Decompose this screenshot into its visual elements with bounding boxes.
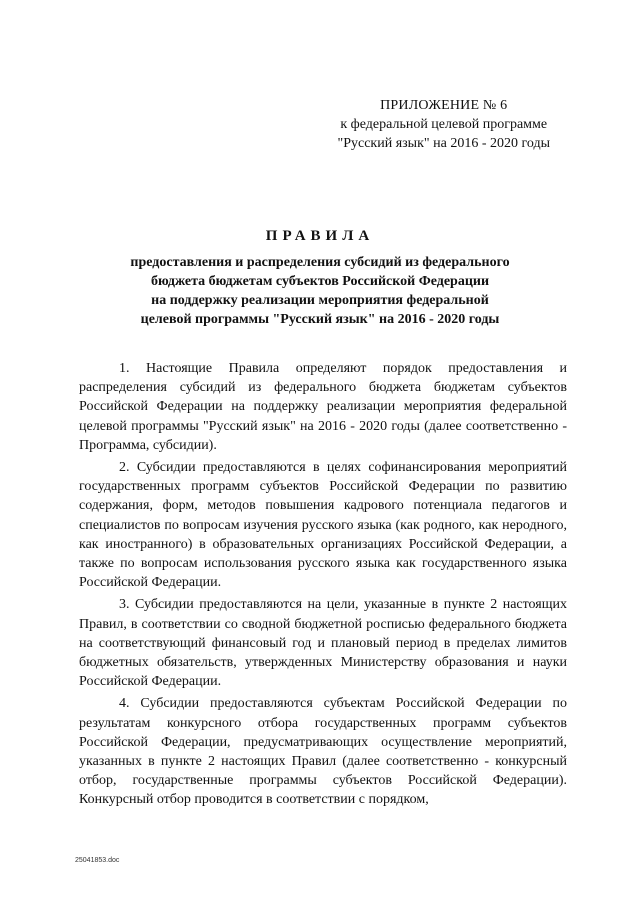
appendix-program: "Русский язык" на 2016 - 2020 годы (337, 136, 550, 151)
document-body (79, 359, 567, 813)
subtitle-line: предоставления и распределения субсидий из федерального (130, 255, 510, 270)
subtitle-line: на поддержку реализации мероприятия федеральной (151, 293, 489, 308)
appendix-reference: к федеральной целевой программе (340, 117, 548, 132)
subtitle-line: целевой программы "Русский язык" на 2016 - 2020 годы (140, 312, 500, 327)
paragraph-1: 1. Настоящие Правила определяют порядок предоставления и распределения субсидий из федерального бюджета бюджетам субъектов Российской Федерации на поддержку реализации мероприятия федеральной целевой программы "Русский язык" на 2016 - 2020 годы (далее соответственно - Программа, субсидии). (79, 361, 567, 453)
paragraph-4: 4. Субсидии предоставляются субъектам Российской Федерации по результатам конкурсного отбора государственных программ субъектов Российской Федерации, предусматривающих осуществление мероприятий, указанных в пункте 2 настоящих Правил (далее соответственно - конкурсный отбор, государственные программы субъектов Российской Федерации). Конкурсный отбор проводится в соответствии с порядком, (79, 696, 567, 808)
document-subtitle (90, 253, 550, 329)
paragraph-2: 2. Субсидии предоставляются в целях софинансирования мероприятий государственных программ субъектов Российской Федерации по развитию содержания, форм, методов повышения кадрового потенциала педагогов и специалистов по вопросам изучения русского языка (как родного, как неродного, как иностранного) в образовательных организациях Российской Федерации, а также по вопросам использования русского языка как государственного языка Российской Федерации. (79, 460, 567, 591)
paragraph-3: 3. Субсидии предоставляются на цели, указанные в пункте 2 настоящих Правил, в соответствии со сводной бюджетной росписью федерального бюджета на соответствующий финансовый год и плановый период в пределах лимитов бюджетных обязательств, утвержденных Министерству образования и науки Российской Федерации. (79, 597, 567, 690)
appendix-number: ПРИЛОЖЕНИЕ № 6 (380, 98, 508, 113)
document-title: ПРАВИЛА (265, 228, 375, 244)
subtitle-line: бюджета бюджетам субъектов Российской Федерации (150, 274, 490, 289)
file-name-footer: 25041853.doc (75, 857, 120, 864)
appendix-header (338, 96, 551, 153)
